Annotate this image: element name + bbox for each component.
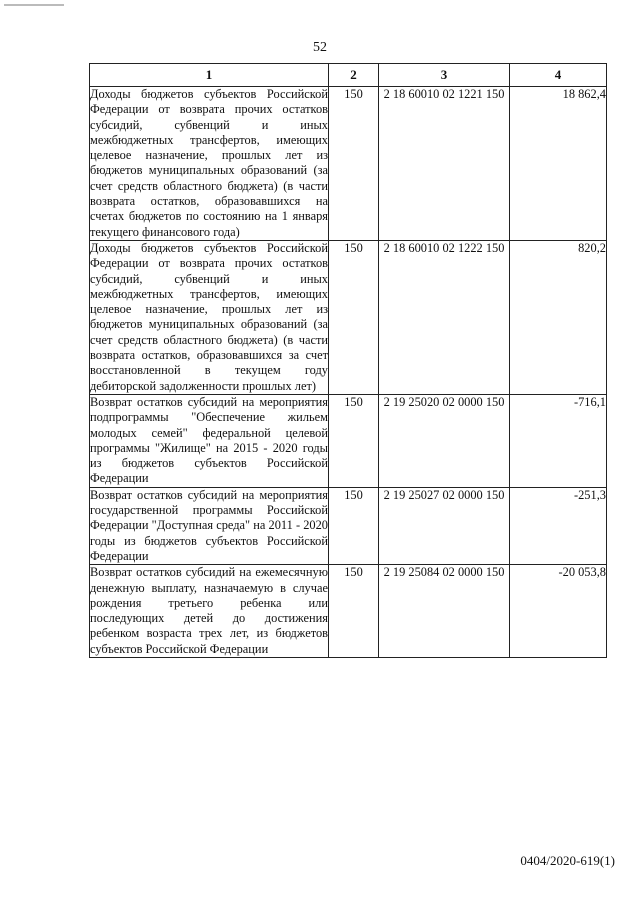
column-header-2: 2 xyxy=(329,64,379,87)
row-code-150: 150 xyxy=(329,487,379,564)
scan-mark xyxy=(4,4,64,6)
table-row xyxy=(90,565,607,658)
row-amount: 820,2 xyxy=(510,240,607,394)
column-header-1: 1 xyxy=(90,64,329,87)
column-header-4: 4 xyxy=(510,64,607,87)
row-description: Возврат остатков субсидий на мероприятия государственной программы Российской Федерации "Доступная среда" на 2011 - 2020 годы из бюджетов субъектов Российской Федерации xyxy=(90,487,328,563)
budget-table xyxy=(89,63,607,658)
row-budget-code: 2 19 25027 02 0000 150 xyxy=(379,487,510,564)
table-row xyxy=(90,240,607,394)
row-budget-code: 2 18 60010 02 1221 150 xyxy=(379,87,510,241)
row-amount: -251,3 xyxy=(510,487,607,564)
row-code-150: 150 xyxy=(329,394,379,487)
document-number: 0404/2020-619(1) xyxy=(520,853,615,868)
column-header-3: 3 xyxy=(379,64,510,87)
table-row xyxy=(90,87,607,241)
row-description: Возврат остатков субсидий на ежемесячную денежную выплату, назначаемую в случае рождения третьего ребенка или последующих детей до достижения ребенком возраста трех лет, из бюджетов субъектов Российской Федерации xyxy=(90,565,328,656)
page-number: 52 xyxy=(313,40,327,55)
table-row xyxy=(90,487,607,564)
row-amount: 18 862,4 xyxy=(510,87,607,241)
row-description: Доходы бюджетов субъектов Российской Федерации от возврата прочих остатков субсидий, субвенций и иных межбюджетных трансфертов, имеющих целевое назначение, прошлых лет из бюджетов муниципальных образований (за счет средств областного бюджета) (в части возврата остатков, образовавшихся на счетах бюджетов по состоянию на 1 января текущего финансового года) xyxy=(90,87,328,239)
row-code-150: 150 xyxy=(329,565,379,658)
row-budget-code: 2 19 25020 02 0000 150 xyxy=(379,394,510,487)
row-budget-code: 2 19 25084 02 0000 150 xyxy=(379,565,510,658)
row-amount: -716,1 xyxy=(510,394,607,487)
row-budget-code: 2 18 60010 02 1222 150 xyxy=(379,240,510,394)
row-code-150: 150 xyxy=(329,240,379,394)
row-description: Возврат остатков субсидий на мероприятия подпрограммы "Обеспечение жильем молодых семей" федеральной целевой программы "Жилище" на 2015 - 2020 годы из бюджетов субъектов Российской Федерации xyxy=(90,394,328,486)
row-description: Доходы бюджетов субъектов Российской Федерации от возврата прочих остатков субсидий, субвенций и иных межбюджетных трансфертов, имеющих целевое назначение, прошлых лет из бюджетов муниципальных образований (за счет средств областного бюджета) (в части возврата остатков, образовавшихся за счет восстановленной в текущем году дебиторской задолженности прошлых лет) xyxy=(90,240,328,393)
row-code-150: 150 xyxy=(329,87,379,241)
row-amount: -20 053,8 xyxy=(510,565,607,658)
table-row xyxy=(90,394,607,487)
table-header-row xyxy=(90,64,607,87)
